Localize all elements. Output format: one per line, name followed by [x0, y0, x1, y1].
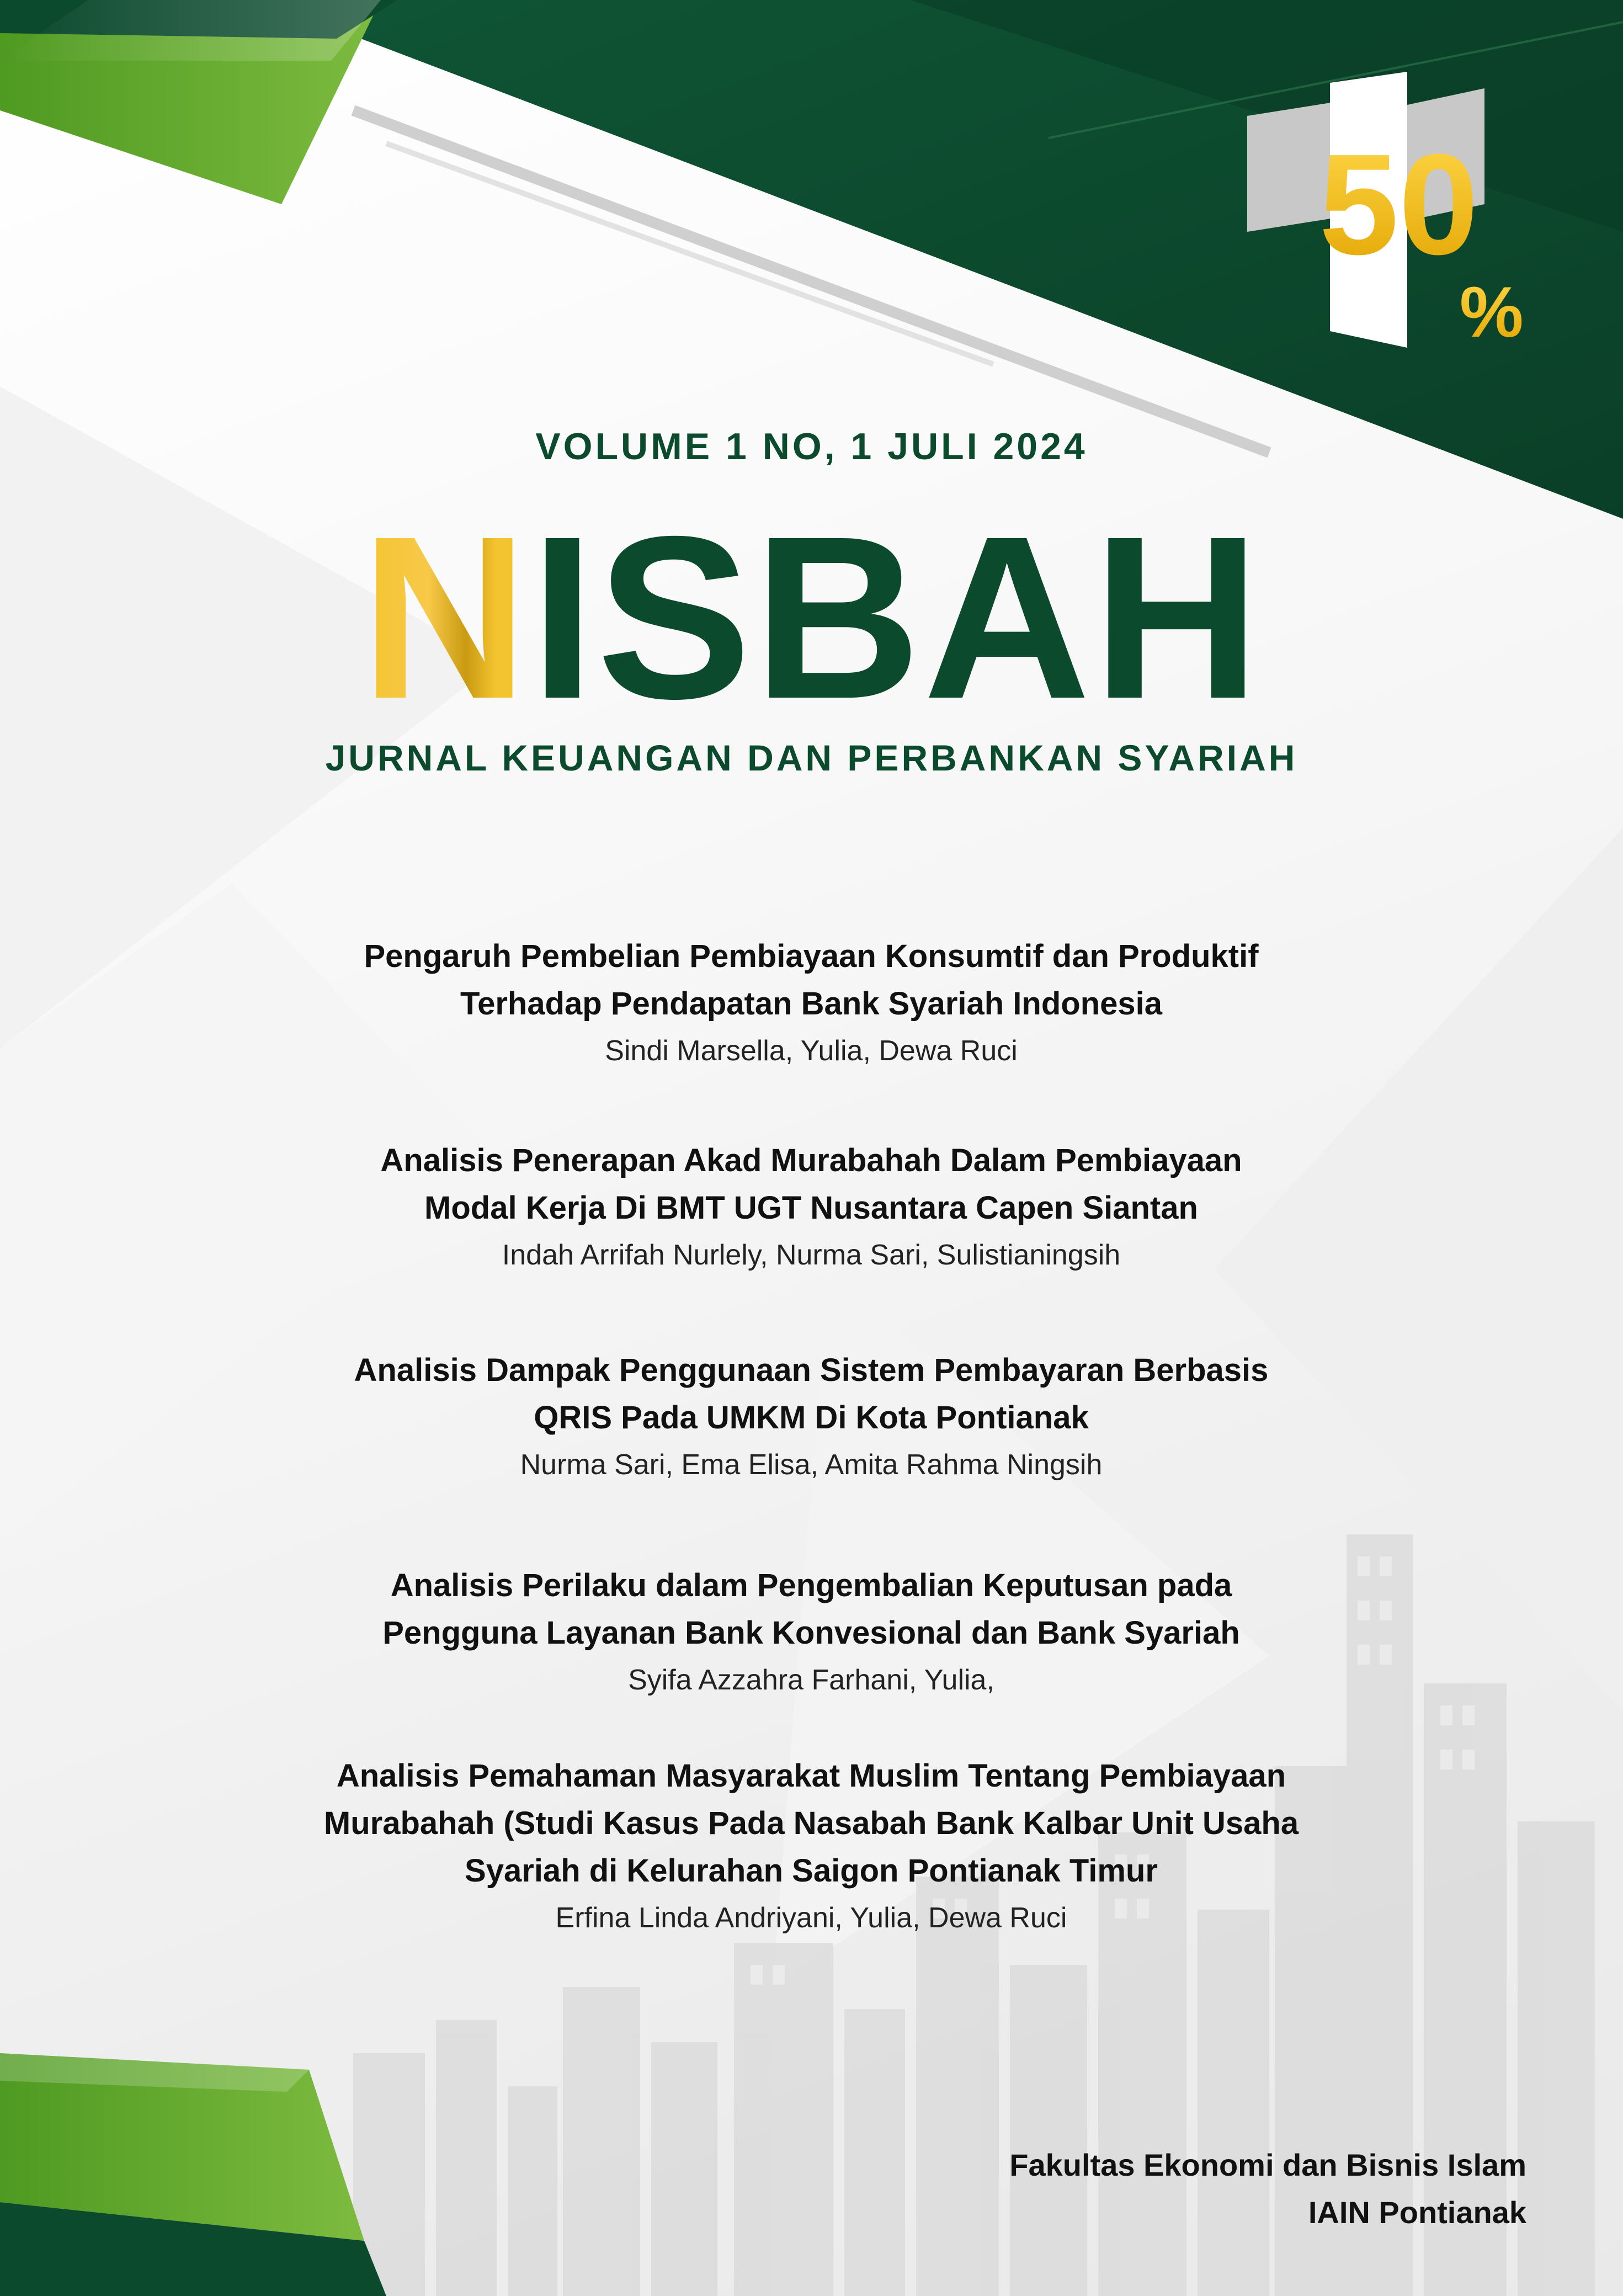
badge-number: 50 [1319, 125, 1479, 285]
article-title: Analisis Dampak Penggunaan Sistem Pembayaran Berbasis QRIS Pada UMKM Di Kota Pontianak [354, 1352, 1269, 1436]
article-title: Analisis Pemahaman Masyarakat Muslim Tentang Pembiayaan Murabahah (Studi Kasus Pada Nasabah Bank Kalbar Unit Usaha Syariah di Kelurahan Saigon Pontianak Timur [323, 1758, 1299, 1889]
article-title: Analisis Perilaku dalam Pengembalian Keputusan pada Pengguna Layanan Bank Konvesional dan Bank Syariah [382, 1567, 1240, 1651]
article-authors: Syifa Azzahra Farhani, Yulia, [628, 1664, 994, 1696]
publisher-info [1009, 2141, 1526, 2236]
article-authors: Sindi Marsella, Yulia, Dewa Ruci [605, 1035, 1018, 1067]
article-entry-4 [182, 1562, 1440, 1703]
article-authors: Nurma Sari, Ema Elisa, Amita Rahma Ningsih [520, 1449, 1103, 1481]
article-entry-1 [182, 933, 1440, 1074]
article-title: Analisis Penerapan Akad Murabahah Dalam Pembiayaan Modal Kerja Di BMT UGT Nusantara Capen Siantan [380, 1142, 1242, 1226]
publisher-institution: IAIN Pontianak [1308, 2195, 1526, 2230]
journal-title [0, 488, 1623, 747]
article-title: Pengaruh Pembelian Pembiayaan Konsumtif dan Produktif Terhadap Pendapatan Bank Syariah Indonesia [364, 938, 1259, 1022]
publisher-faculty: Fakultas Ekonomi dan Bisnis Islam [1009, 2148, 1526, 2182]
journal-subtitle: JURNAL KEUANGAN DAN PERBANKAN SYARIAH [325, 737, 1298, 778]
journal-title-rest: ISBAH [530, 488, 1263, 747]
article-entry-2 [182, 1137, 1440, 1278]
anniversary-50-logo [1242, 72, 1529, 359]
journal-title-initial: N [360, 488, 530, 747]
article-authors: Indah Arrifah Nurlely, Nurma Sari, Sulistianingsih [502, 1239, 1121, 1271]
article-authors: Erfina Linda Andriyani, Yulia, Dewa Ruci [555, 1902, 1067, 1934]
article-entry-5 [182, 1752, 1440, 1941]
article-entry-3 [182, 1347, 1440, 1488]
badge-percent-symbol: % [1460, 272, 1524, 352]
volume-issue-label: VOLUME 1 NO, 1 JULI 2024 [535, 426, 1088, 467]
